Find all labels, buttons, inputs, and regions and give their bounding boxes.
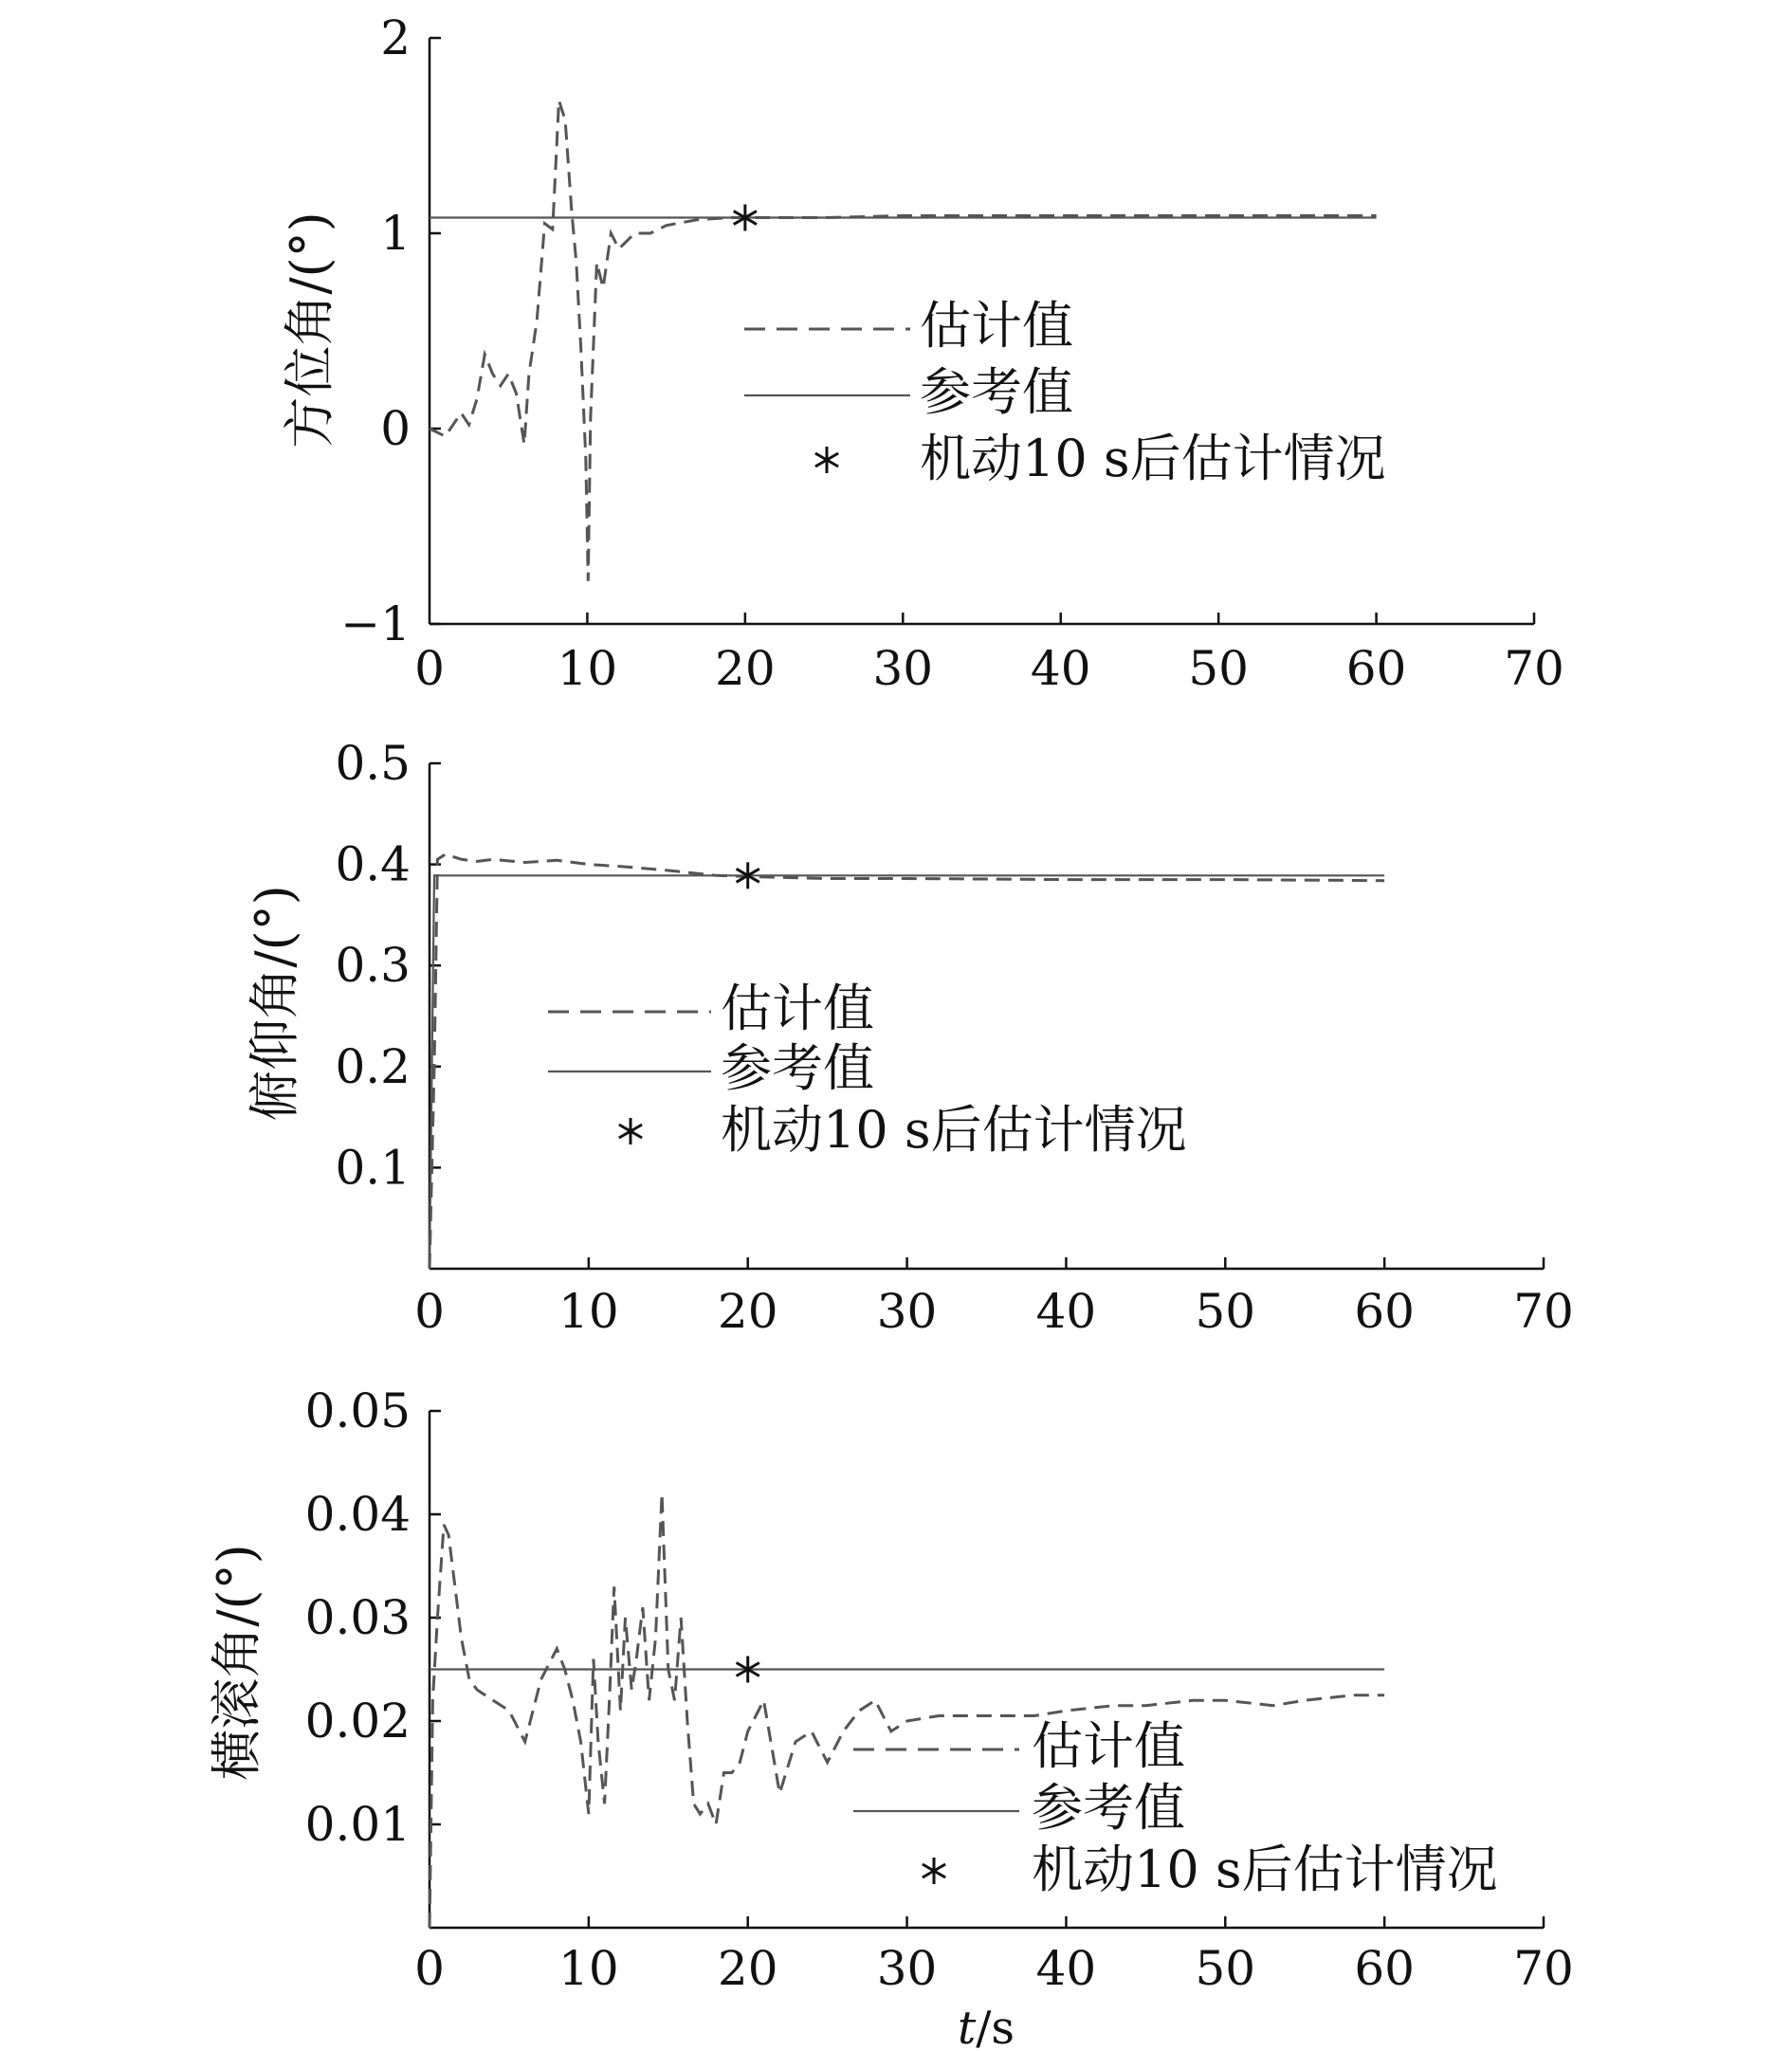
x-tick-label: 10 bbox=[558, 1284, 619, 1339]
x-tick-label: 70 bbox=[1513, 1284, 1574, 1339]
x-tick-label: 70 bbox=[1513, 1941, 1574, 1996]
legend-marker-label: 机动10 s后估计情况 bbox=[721, 1100, 1187, 1160]
x-tick-label: 20 bbox=[717, 1284, 778, 1339]
x-tick-label: 40 bbox=[1030, 641, 1091, 696]
legend-estimate-label: 估计值 bbox=[721, 979, 874, 1038]
x-tick-label: 50 bbox=[1195, 1284, 1256, 1339]
x-axis-title-variable: t bbox=[957, 2002, 977, 2051]
y-tick-label: 0.4 bbox=[335, 836, 411, 892]
y-tick-label: 0.04 bbox=[304, 1487, 411, 1542]
y-tick-label: 0.03 bbox=[304, 1590, 411, 1645]
legend-reference-label: 参考值 bbox=[920, 362, 1073, 422]
legend-marker-swatch bbox=[815, 447, 838, 473]
y-axis-title: 横滚角/(°) bbox=[207, 1544, 266, 1781]
x-axis-title-unit: /s bbox=[976, 2002, 1015, 2051]
y-tick-label: 0.3 bbox=[335, 938, 411, 994]
legend bbox=[548, 979, 1187, 1160]
y-tick-label: 1 bbox=[380, 206, 411, 261]
y-tick-label: 0.05 bbox=[304, 1383, 411, 1438]
x-tick-label: 60 bbox=[1354, 1284, 1415, 1339]
legend-reference-label: 参考值 bbox=[1032, 1778, 1185, 1838]
y-tick-label: 0.5 bbox=[335, 736, 411, 791]
x-tick-label: 60 bbox=[1354, 1941, 1415, 1996]
legend bbox=[853, 1716, 1498, 1899]
legend-estimate-label: 估计值 bbox=[1032, 1716, 1185, 1776]
x-tick-label: 20 bbox=[715, 641, 776, 696]
y-tick-label: −1 bbox=[340, 596, 411, 651]
legend-reference-label: 参考值 bbox=[721, 1038, 874, 1098]
legend bbox=[744, 296, 1386, 488]
pitch-panel bbox=[245, 736, 1574, 1339]
legend-marker-swatch bbox=[923, 1858, 945, 1884]
x-tick-label: 10 bbox=[557, 641, 618, 696]
series-estimate-line bbox=[430, 101, 1377, 581]
y-tick-label: 0.2 bbox=[335, 1038, 411, 1094]
x-tick-label: 30 bbox=[876, 1284, 938, 1339]
x-tick-label: 40 bbox=[1035, 1941, 1097, 1996]
y-axis-title: 俯仰角/(°) bbox=[245, 885, 304, 1122]
y-tick-label: 0.02 bbox=[304, 1694, 411, 1749]
x-axis-title bbox=[958, 2002, 1015, 2051]
x-tick-label: 50 bbox=[1195, 1941, 1256, 1996]
x-tick-label: 20 bbox=[717, 1941, 778, 1996]
y-tick-label: 2 bbox=[380, 10, 411, 65]
x-tick-label: 70 bbox=[1504, 641, 1564, 696]
roll-panel bbox=[207, 1383, 1574, 1996]
x-tick-label: 30 bbox=[872, 641, 934, 696]
y-tick-label: 0.1 bbox=[335, 1140, 411, 1196]
y-tick-label: 0 bbox=[380, 401, 411, 456]
azimuth-panel bbox=[280, 10, 1564, 696]
x-tick-label: 0 bbox=[414, 641, 445, 696]
x-tick-label: 50 bbox=[1188, 641, 1249, 696]
y-tick-label: 0.01 bbox=[304, 1797, 411, 1852]
y-axis-title: 方位角/(°) bbox=[280, 211, 339, 449]
x-tick-label: 30 bbox=[876, 1941, 938, 1996]
legend-estimate-label: 估计值 bbox=[920, 296, 1073, 356]
legend-marker-swatch bbox=[619, 1118, 642, 1145]
x-tick-label: 40 bbox=[1035, 1284, 1097, 1339]
legend-marker-label: 机动10 s后估计情况 bbox=[920, 429, 1386, 488]
x-tick-label: 0 bbox=[414, 1941, 445, 1996]
legend-marker-label: 机动10 s后估计情况 bbox=[1032, 1840, 1498, 1899]
series-estimate-line bbox=[430, 854, 1384, 1269]
x-tick-label: 10 bbox=[558, 1941, 619, 1996]
x-tick-label: 60 bbox=[1345, 641, 1407, 696]
x-tick-label: 0 bbox=[414, 1284, 445, 1339]
